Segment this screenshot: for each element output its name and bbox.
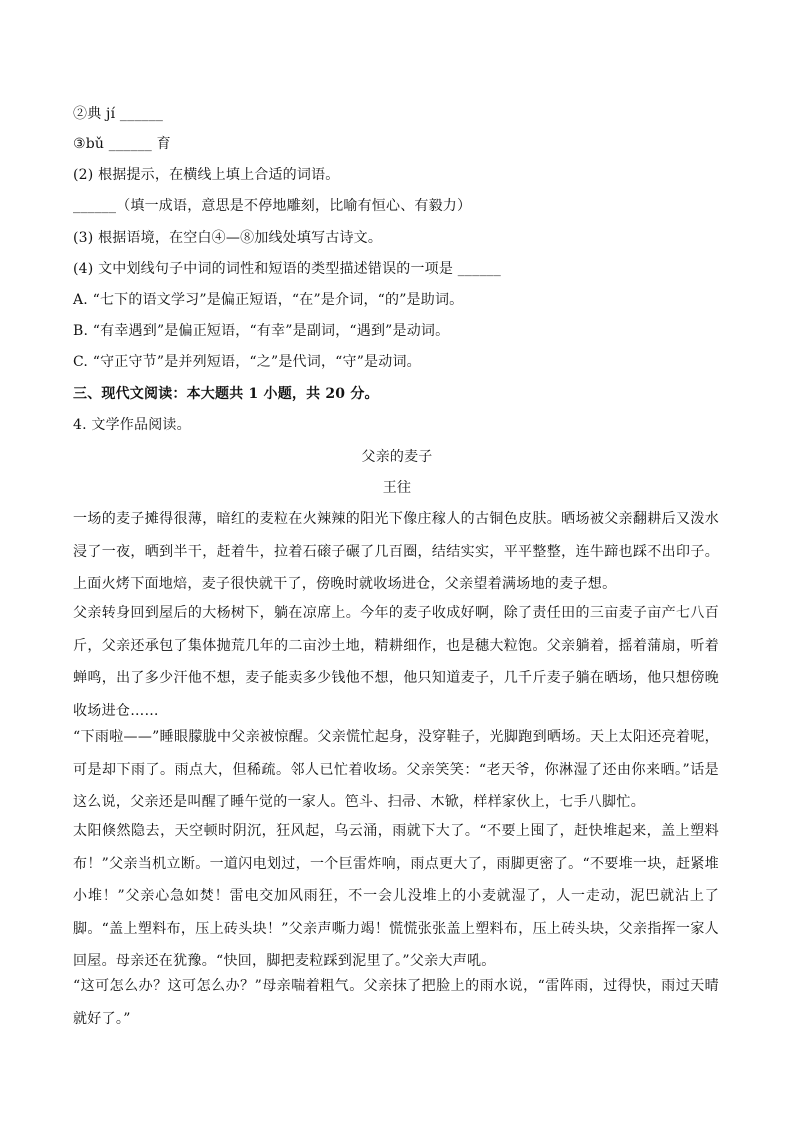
section-heading: 三、现代文阅读：本大题共 1 小题，共 20 分。 [73,386,379,402]
question-item-2: ②典 jí ______ [73,106,164,122]
question-4: (4) 文中划线句子中词的词性和短语的类型描述错误的一项是 ______ [73,261,501,277]
article-paragraph: 父亲转身回到屋后的大杨树下，躺在凉席上。今年的麦子收成好啊，除了责任田的三亩麦子亩产七八百斤，父亲还承包了集体抛荒几年的二亩沙土地，精耕细作，也是穗大粒饱。父亲躺着，摇着蒲扇，听着蝉鸣，出了多少汗他不想，麦子能卖多少钱他不想，他只知道麦子，几千斤麦子躺在晒场，他只想傍晚收场进仓…… [73,605,719,719]
question-2-blank: ______（填一成语，意思是不停地雕刻，比喻有恒心、有毅力） [73,198,472,214]
question-2: (2) 根据提示，在横线上填上合适的词语。 [73,167,340,183]
article-title: 父亲的麦子 [361,449,433,465]
article-paragraph: 太阳倏然隐去，天空顿时阴沉，狂风起，乌云涌，雨就下大了。“不要上囤了，赶快堆起来，盖上塑料布！”父亲当机立断。一道闪电划过，一个巨雷炸响，雨点更大了，雨脚更密了。“不要堆一块，赶紧堆小堆！”父亲心急如焚！雷电交加风雨狂，不一会儿没堆上的小麦就湿了，人一走动，泥巴就沾上了脚。“盖上塑料布，压上砖头块！”父亲声嘶力竭！慌慌张张盖上塑料布，压上砖头块，父亲指挥一家人回屋。母亲还在犹豫。“快回，脚把麦粒踩到泥里了。”父亲大声吼。 [73,823,719,970]
question-item-3: ③bǔ ______ 育 [73,136,171,152]
option-a: A. “七下的语文学习”是偏正短语，“在”是介词，“的”是助词。 [73,292,464,308]
article-paragraph: “这可怎么办？这可怎么办？”母亲喘着粗气。父亲抹了把脸上的雨水说，“雷阵雨，过得快，雨过天晴就好了。” [73,978,719,1027]
question-4-heading: 4. 文学作品阅读。 [73,417,191,433]
question-3: (3) 根据语境，在空白④—⑧加线处填写古诗文。 [73,230,383,246]
article-paragraph: 一场的麦子摊得很薄，暗红的麦粒在火辣辣的阳光下像庄稼人的古铜色皮肤。晒场被父亲翻耕后又泼水浸了一夜，晒到半干，赶着牛，拉着石磙子碾了几百圈，结结实实，平平整整，连牛蹄也踩不出印子。上面火烤下面地焙，麦子很快就干了，傍晚时就收场进仓，父亲望着满场地的麦子想。 [73,511,719,593]
option-c: C. “守正守节”是并列短语，“之”是代词，“守”是动词。 [73,354,421,370]
option-b: B. “有幸遇到”是偏正短语，“有幸”是副词，“遇到”是动词。 [73,323,450,339]
article-paragraph: “下雨啦——”睡眼朦胧中父亲被惊醒。父亲慌忙起身，没穿鞋子，光脚跑到晒场。天上太阳还亮着呢，可是却下雨了。雨点大，但稀疏。邻人已忙着收场。父亲笑笑：“老天爷，你淋湿了还由你来晒。”话是这么说，父亲还是叫醒了睡午觉的一家人。笆斗、扫帚、木锨，样样家伙上，七手八脚忙。 [73,729,719,811]
article-author: 王往 [382,480,412,496]
